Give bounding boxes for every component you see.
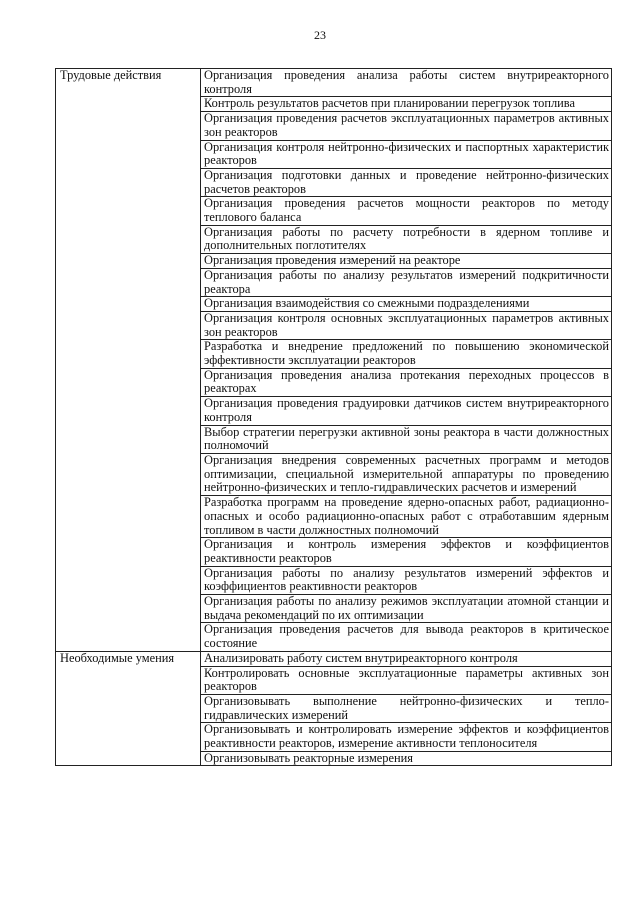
table-cell-item: Организация проведения анализа работы систем внутриреакторного контроля	[201, 69, 612, 97]
table-cell-item: Организация работы по расчету потребности в ядерном топливе и дополнительных поглотителях	[201, 225, 612, 253]
table-cell-item: Организация внедрения современных расчетных программ и методов оптимизации, специальной измерительной аппаратуры по проведению нейтронно-физических и тепло-гидравлических расчетов и измерений	[201, 453, 612, 495]
table-row	[56, 69, 612, 97]
table-cell-item: Организация проведения расчетов эксплуатационных параметров активных зон реакторов	[201, 112, 612, 140]
table-cell-item: Организация работы по анализу результатов измерений подкритичности реактора	[201, 268, 612, 296]
table-cell-item: Разработка программ на проведение ядерно-опасных работ, радиационно-опасных и особо радиационно-опасных работ с отработавшим ядерным топливом в части должностных полномочий	[201, 496, 612, 538]
section-label: Трудовые действия	[56, 69, 201, 652]
table-cell-item: Контроль результатов расчетов при планировании перегрузок топлива	[201, 97, 612, 112]
table-cell-item: Выбор стратегии перегрузки активной зоны реактора в части должностных полномочий	[201, 425, 612, 453]
table-cell-item: Организовывать выполнение нейтронно-физических и тепло-гидравлических измерений	[201, 694, 612, 722]
table-cell-item: Организация контроля нейтронно-физических и паспортных характеристик реакторов	[201, 140, 612, 168]
table-cell-item: Организация проведения расчетов мощности реакторов по методу теплового баланса	[201, 197, 612, 225]
table-cell-item: Контролировать основные эксплуатационные параметры активных зон реакторов	[201, 666, 612, 694]
table-cell-item: Организация проведения градуировки датчиков систем внутриреакторного контроля	[201, 397, 612, 425]
table-cell-item: Организация и контроль измерения эффектов и коэффициентов реактивности реакторов	[201, 538, 612, 566]
table-cell-item: Организация контроля основных эксплуатационных параметров активных зон реакторов	[201, 311, 612, 339]
table-cell-item: Организация проведения анализа протекания переходных процессов в реакторах	[201, 368, 612, 396]
page-number: 23	[314, 28, 326, 42]
section-label: Необходимые умения	[56, 651, 201, 766]
table-cell-item: Организация подготовки данных и проведение нейтронно-физических расчетов реакторов	[201, 168, 612, 196]
table-body	[56, 69, 612, 766]
table-cell-item: Организовывать и контролировать измерение эффектов и коэффициентов реактивности реакторов, измерение активности теплоносителя	[201, 723, 612, 751]
table-cell-item: Организация проведения расчетов для вывода реакторов в критическое состояние	[201, 623, 612, 651]
table-row	[56, 651, 612, 666]
qualification-table	[55, 68, 612, 766]
table-cell-item: Организация проведения измерений на реакторе	[201, 254, 612, 269]
table-cell-item: Разработка и внедрение предложений по повышению экономической эффективности эксплуатации реакторов	[201, 340, 612, 368]
table-cell-item: Организация работы по анализу режимов эксплуатации атомной станции и выдача рекомендаций по их оптимизации	[201, 595, 612, 623]
table-cell-item: Организация работы по анализу результатов измерений эффектов и коэффициентов реактивности реакторов	[201, 566, 612, 594]
table-cell-item: Организация взаимодействия со смежными подразделениями	[201, 297, 612, 312]
table-cell-item: Анализировать работу систем внутриреакторного контроля	[201, 651, 612, 666]
table-cell-item: Организовывать реакторные измерения	[201, 751, 612, 766]
